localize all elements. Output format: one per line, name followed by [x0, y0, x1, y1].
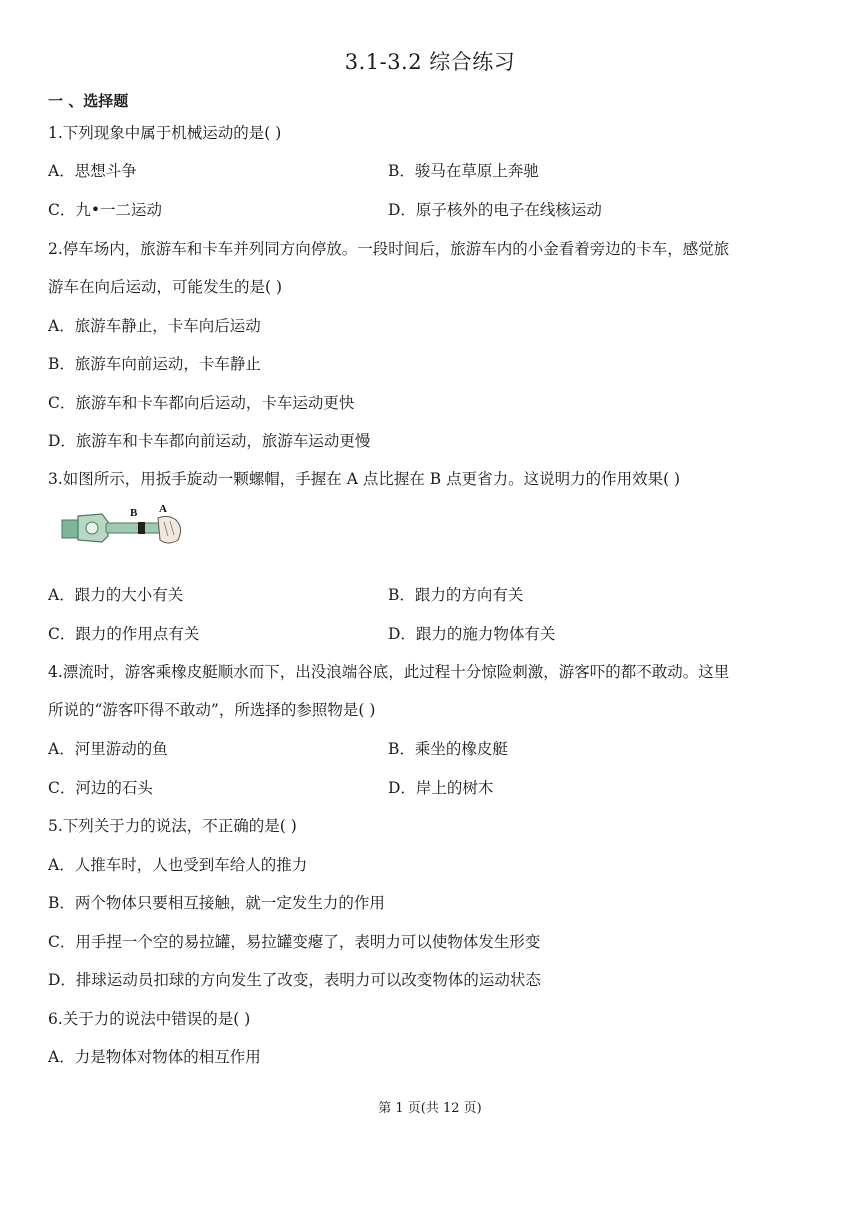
question-5-option-d: D．排球运动员扣球的方向发生了改变，表明力可以改变物体的运动状态	[48, 971, 541, 989]
question-3-option-b: B．跟力的方向有关	[388, 586, 524, 604]
question-4-option-b: B．乘坐的橡皮艇	[388, 740, 508, 758]
question-2-option-c: C．旅游车和卡车都向后运动，卡车运动更快	[48, 394, 355, 412]
question-2-option-b: B．旅游车向前运动，卡车静止	[48, 355, 261, 373]
question-2-stem-line2: 游车在向后运动，可能发生的是( )	[48, 278, 283, 296]
question-4-option-a: A．河里游动的鱼	[48, 740, 168, 758]
question-4-option-c: C．河边的石头	[48, 779, 153, 797]
question-4-stem-line1: 4.漂流时，游客乘橡皮艇顺水而下，出没浪端谷底，此过程十分惊险刺激，游客吓的都不敢动。这里	[48, 663, 730, 681]
question-1-option-b: B．骏马在草原上奔驰	[388, 162, 539, 180]
question-5-stem: 5.下列关于力的说法，不正确的是( )	[48, 817, 297, 835]
question-3-option-a: A．跟力的大小有关	[48, 586, 184, 604]
figure-label-a: A	[159, 503, 167, 515]
question-5-option-a: A．人推车时，人也受到车给人的推力	[48, 856, 308, 874]
figure-label-b: B	[130, 507, 138, 519]
question-5-option-b: B．两个物体只要相互接触，就一定发生力的作用	[48, 894, 385, 912]
question-1-option-a: A．思想斗争	[48, 162, 137, 180]
question-3-option-d: D．跟力的施力物体有关	[388, 625, 556, 643]
question-4-stem-line2: 所说的“游客吓得不敢动”，所选择的参照物是( )	[48, 701, 376, 719]
question-6-option-a: A．力是物体对物体的相互作用	[48, 1048, 261, 1066]
question-6-stem: 6.关于力的说法中错误的是( )	[48, 1010, 251, 1028]
question-2-option-a: A．旅游车静止，卡车向后运动	[48, 317, 261, 335]
question-2-stem-line1: 2.停车场内，旅游车和卡车并列同方向停放。一段时间后，旅游车内的小金看着旁边的卡车，感觉旅	[48, 240, 730, 258]
question-4-option-d: D．岸上的树木	[388, 779, 494, 797]
question-1-stem: 1.下列现象中属于机械运动的是( )	[48, 124, 282, 142]
wrench-figure	[58, 500, 198, 552]
question-3-stem: 3.如图所示，用扳手旋动一颗螺帽，手握在 A 点比握在 B 点更省力。这说明力的作用效果( )	[48, 470, 681, 488]
question-3-option-c: C．跟力的作用点有关	[48, 625, 200, 643]
page-title: 3.1-3.2 综合练习	[344, 50, 516, 74]
question-1-option-c: C．九•一二运动	[48, 201, 163, 219]
page-footer: 第 1 页(共 12 页)	[378, 1101, 482, 1116]
section-heading: 一 、选择题	[48, 92, 129, 110]
question-1-option-d: D．原子核外的电子在线核运动	[388, 201, 602, 219]
question-5-option-c: C．用手捏一个空的易拉罐，易拉罐变瘪了，表明力可以使物体发生形变	[48, 933, 541, 951]
question-2-option-d: D．旅游车和卡车都向前运动，旅游车运动更慢	[48, 432, 371, 450]
